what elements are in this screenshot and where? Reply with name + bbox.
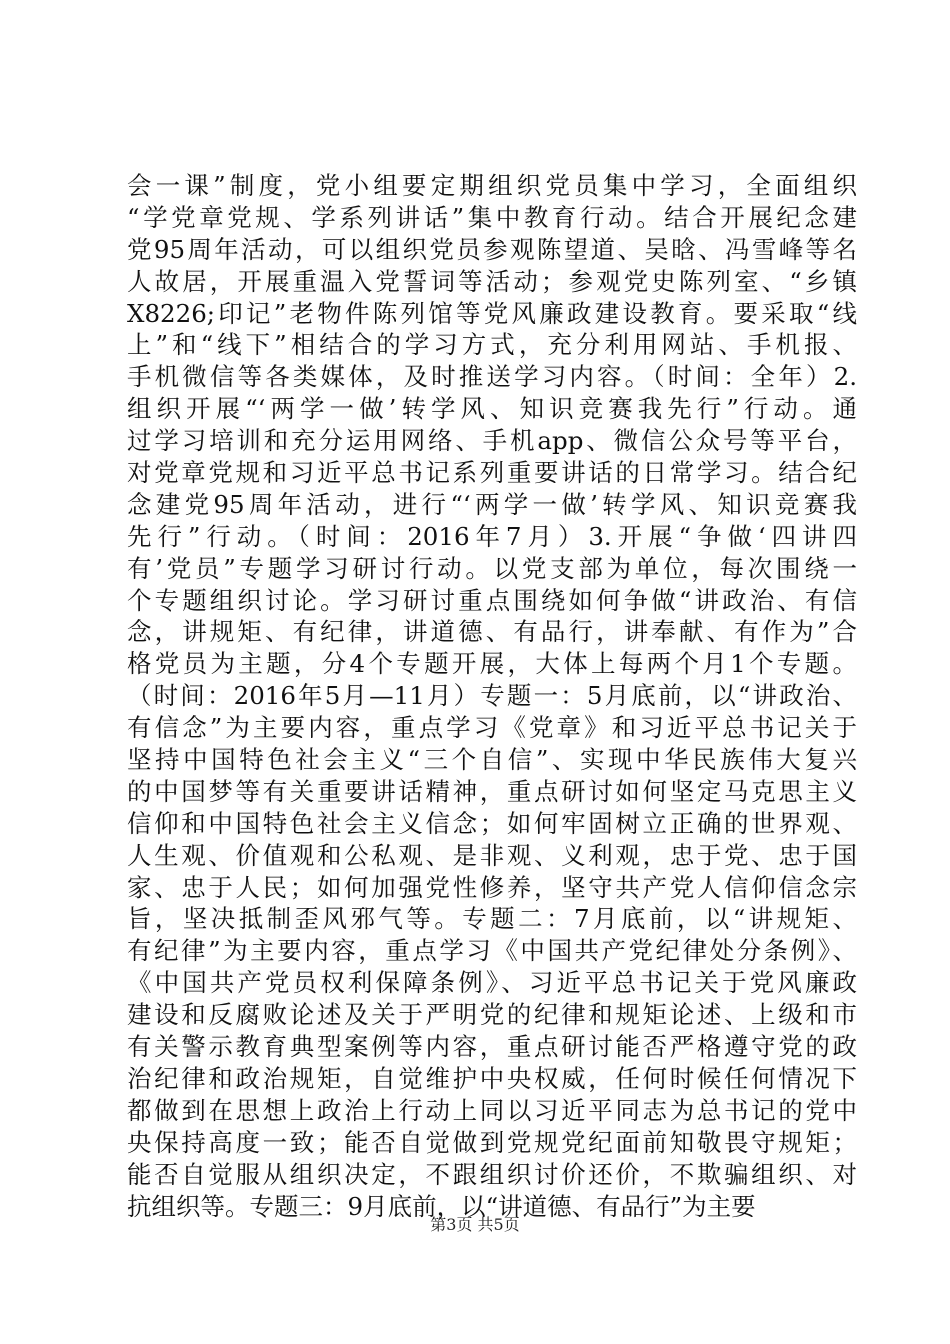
- text-line: 建设和反腐败论述及关于严明党的纪律和规矩论述、上级和市: [127, 1000, 857, 1030]
- text-line: 央保持高度一致；能否自觉做到党规党纪面前知敬畏守规矩；: [127, 1127, 857, 1157]
- text-line: 家、忠于人民；如何加强党性修养，坚守共产党人信仰信念宗: [127, 872, 857, 902]
- text-line: 先行”行动。（时间：2016年7月）3.开展“争做‘四讲四: [127, 521, 857, 551]
- text-line: 手机微信等各类媒体，及时推送学习内容。（时间：全年）2.: [127, 362, 857, 392]
- text-line: 治纪律和政治规矩，自觉维护中央权威，任何时候任何情况下: [127, 1063, 857, 1093]
- text-line: 过学习培训和充分运用网络、手机app、微信公众号等平台，: [127, 426, 857, 456]
- text-line: 念建党95周年活动，进行“‘两学一做’转学风、知识竞赛我: [127, 489, 857, 519]
- text-line: 念，讲规矩、有纪律，讲道德、有品行，讲奉献、有作为”合: [127, 617, 857, 647]
- text-line: 都做到在思想上政治上行动上同以习近平同志为总书记的党中: [127, 1095, 857, 1125]
- text-line: 对党章党规和习近平总书记系列重要讲话的日常学习。结合纪: [127, 458, 857, 488]
- text-line: 《中国共产党员权利保障条例》、习近平总书记关于党风廉政: [127, 968, 857, 998]
- text-line: 组织开展“‘两学一做’转学风、知识竞赛我先行”行动。通: [127, 394, 857, 424]
- text-line: 信仰和中国特色社会主义信念；如何牢固树立正确的世界观、: [127, 808, 857, 838]
- page-number-label: 第3页 共5页: [430, 1215, 520, 1234]
- page-footer: [0, 1214, 950, 1236]
- text-line: 能否自觉服从组织决定，不跟组织讨价还价，不欺骗组织、对: [127, 1159, 857, 1189]
- text-line: 抗组织等。专题三：9月底前，以“讲道德、有品行”为主要: [127, 1191, 756, 1221]
- text-line: “学党章党规、学系列讲话”集中教育行动。结合开展纪念建: [127, 202, 857, 232]
- body-text: [127, 170, 857, 1222]
- text-line: 的中国梦等有关重要讲话精神，重点研讨如何坚定马克思主义: [127, 776, 857, 806]
- text-line: 旨，坚决抵制歪风邪气等。专题二：7月底前，以“讲规矩、: [127, 904, 857, 934]
- text-line: 会一课”制度，党小组要定期组织党员集中学习，全面组织: [127, 171, 857, 200]
- text-line: 个专题组织讨论。学习研讨重点围绕如何争做“讲政治、有信: [127, 585, 857, 615]
- text-line: 人故居，开展重温入党誓词等活动；参观党史陈列室、“乡镇: [127, 266, 857, 296]
- text-line: 有信念”为主要内容，重点学习《党章》和习近平总书记关于: [127, 713, 857, 743]
- text-line: （时间：2016年5月—11月）专题一：5月底前，以“讲政治、: [127, 681, 857, 711]
- text-line: X8226;印记”老物件陈列馆等党风廉政建设教育。要采取“线: [127, 298, 857, 328]
- text-line: 党95周年活动，可以组织党员参观陈望道、吴晗、冯雪峰等名: [127, 234, 857, 264]
- text-line: 有’党员”专题学习研讨行动。以党支部为单位，每次围绕一: [127, 553, 857, 583]
- text-line: 坚持中国特色社会主义“三个自信”、实现中华民族伟大复兴: [127, 745, 857, 775]
- text-line: 有纪律”为主要内容，重点学习《中国共产党纪律处分条例》、: [127, 936, 857, 966]
- text-line: 格党员为主题，分4个专题开展，大体上每两个月1个专题。: [127, 649, 857, 679]
- text-line: 上”和“线下”相结合的学习方式，充分利用网站、手机报、: [127, 330, 857, 360]
- text-line: 有关警示教育典型案例等内容，重点研讨能否严格遵守党的政: [127, 1032, 857, 1062]
- text-line: 人生观、价值观和公私观、是非观、义利观，忠于党、忠于国: [127, 840, 857, 870]
